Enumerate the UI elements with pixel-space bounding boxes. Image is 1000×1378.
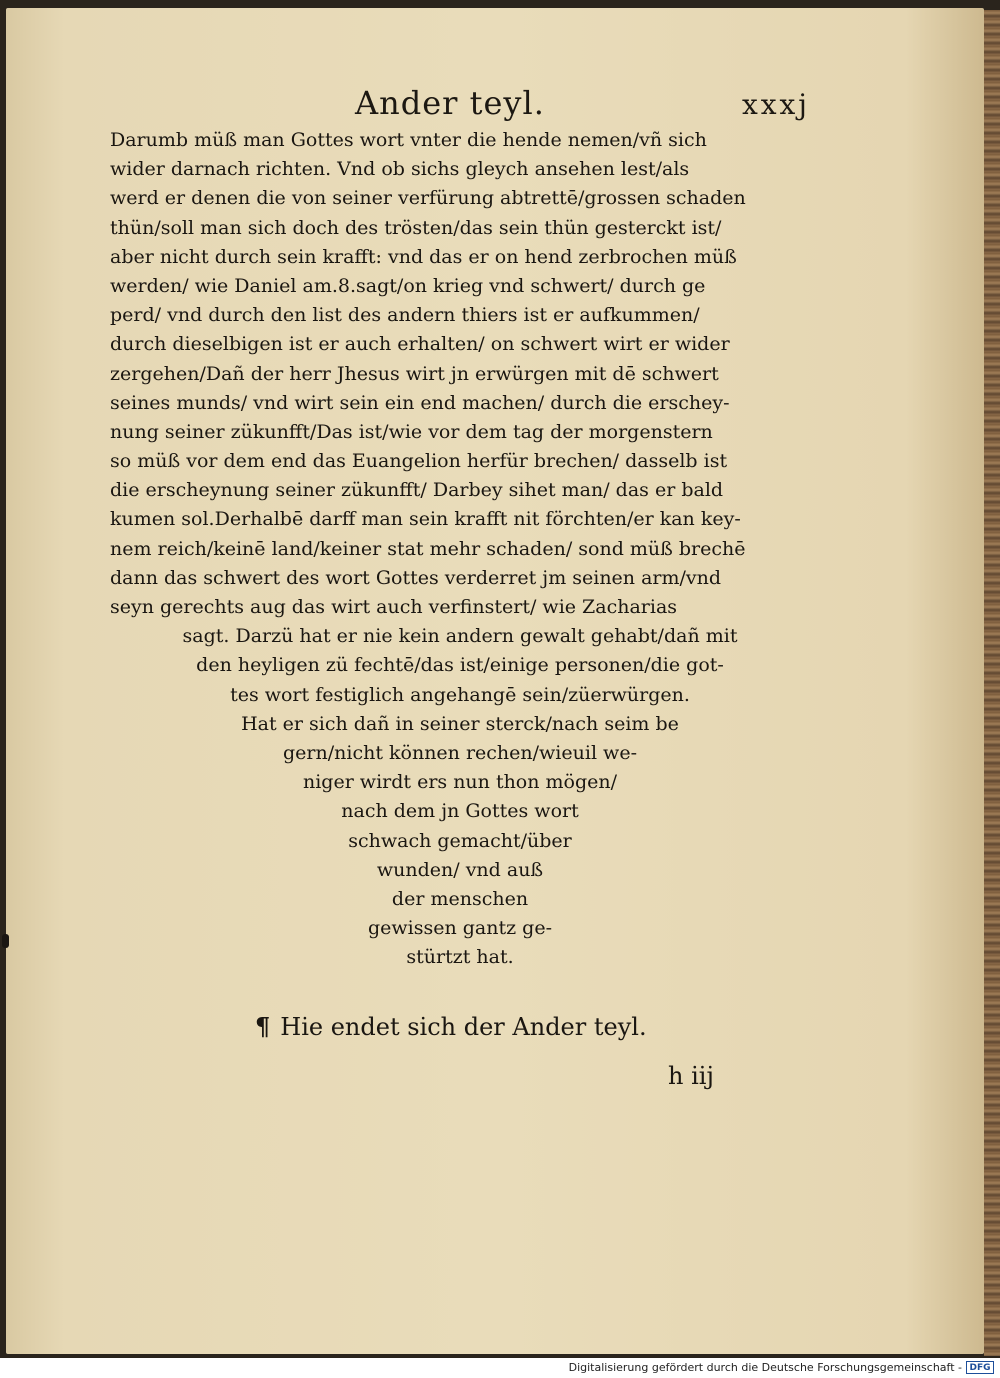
section-end-line [255,1012,647,1041]
body-text [110,126,810,972]
text-line: schwach gemacht/über [348,829,572,852]
text-line: werden/ wie Daniel am.8.sagt/on krieg vnd schwert/ durch ge [110,274,706,297]
page-header [110,84,810,124]
text-line: kumen sol.Derhalbē darff man sein krafft nit förchten/er kan key- [110,508,741,531]
text-line: durch dieselbigen ist er auch erhalten/ on schwert wirt er wider [110,333,730,356]
section-end-text: Hie endet sich der Ander teyl. [280,1013,647,1041]
running-head: Ander teyl. [355,84,545,122]
text-line: so müß vor dem end das Euangelion herfür brechen/ dasselb ist [110,450,728,473]
text-line: seines munds/ vnd wirt sein ein end machen/ durch die erschey- [110,391,730,414]
page-edge-stack [984,10,1000,1356]
text-line: der menschen [391,887,529,910]
text-line: wunden/ vnd auß [376,858,544,881]
text-line: sagt. Darzü hat er nie kein andern gewalt gehabt/dañ mit [182,625,738,648]
text-line: aber nicht durch sein krafft: vnd das er on hend zerbrochen müß [110,245,737,268]
text-line: gern/nicht können rechen/wieuil we- [283,741,637,764]
text-line: thün/soll man sich doch des trösten/das sein thün gesterckt ist/ [110,216,722,239]
text-line: nach dem jn Gottes wort [341,800,579,823]
text-line: Hat er sich dañ in seiner sterck/nach seim be [241,712,679,735]
text-line: nem reich/keinē land/keiner stat mehr schaden/ sond müß brechē [110,537,746,560]
pilcrow-mark: ¶ [255,1012,271,1041]
text-line: dann das schwert des wort Gottes verderret jm seinen arm/vnd [110,566,722,589]
text-line: Darumb müß man Gottes wort vnter die hende nemen/vñ sich [110,129,707,151]
text-line: niger wirdt ers nun thon mögen/ [302,771,618,794]
text-line: tes wort festiglich angehangē sein/züerwürgen. [230,683,690,706]
folio-number: xxxj [741,88,810,121]
text-line: gewissen gantz ge- [367,917,552,940]
text-line: zergehen/Dañ der herr Jhesus wirt jn erwürgen mit dē schwert [110,362,719,385]
binding-mark [2,934,9,948]
text-line: wider darnach richten. Vnd ob sichs gleych ansehen lest/als [110,158,690,181]
text-line: seyn gerechts aug das wirt auch verfinstert/ wie Zacharias [110,596,678,618]
text-line: den heyligen zü fechtē/das ist/einige personen/die got- [196,654,724,677]
text-line: nung seiner zükunfft/Das ist/wie vor dem tag der morgenstern [110,420,713,443]
text-line: perd/ vnd durch den list des andern thiers ist er aufkummen/ [110,304,700,327]
dfg-logo: DFG [966,1361,994,1374]
text-line: stürtzt hat. [406,946,514,969]
digitization-credit: Digitalisierung gefördert durch die Deutsche Forschungsgemeinschaft - [568,1361,962,1374]
text-line: die erscheynung seiner zükunfft/ Darbey sihet man/ das er bald [110,479,724,502]
text-line: werd er denen die von seiner verfürung abtrettē/grossen schaden [110,187,746,210]
signature-mark: h iij [668,1062,714,1090]
